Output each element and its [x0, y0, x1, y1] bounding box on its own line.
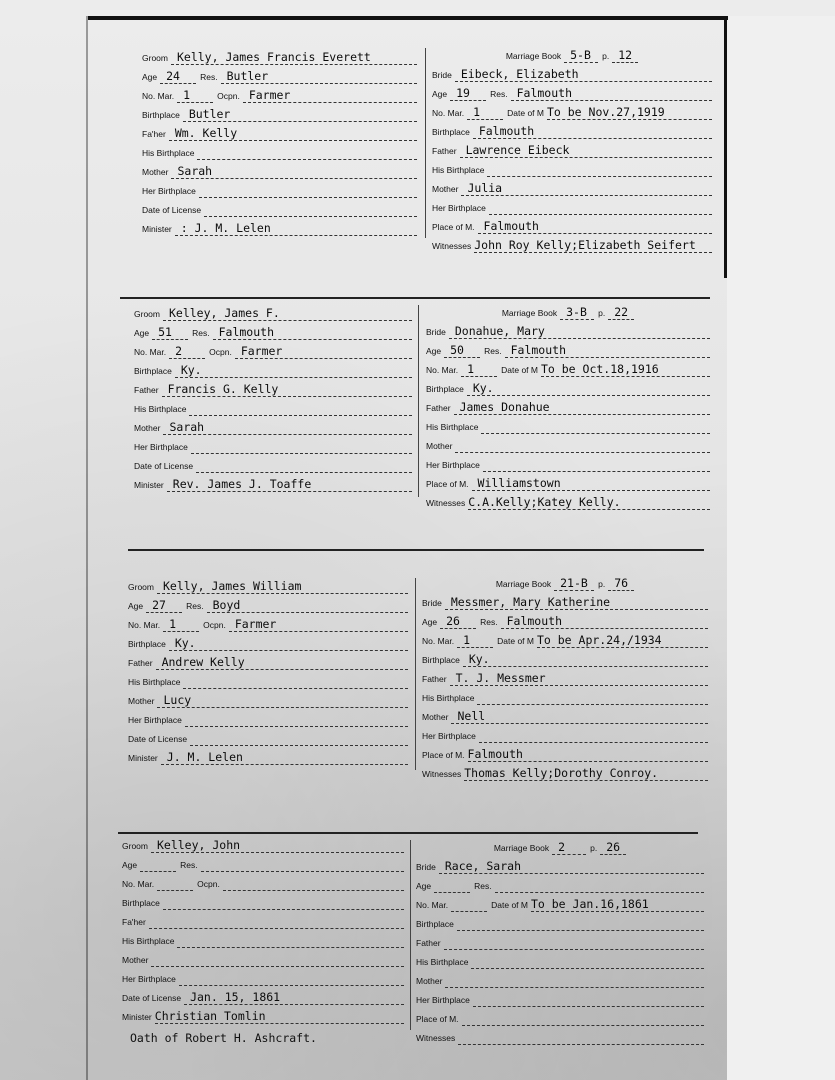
groom-column: [122, 834, 404, 1024]
groom-minister-row: Minister Christian Tomlin: [122, 1005, 404, 1024]
groom-father-row: Father Francis G. Kelly: [134, 378, 412, 397]
bride-his-birthplace-row: His Birthplace: [426, 415, 710, 434]
bride-nomar-row: No. Mar. 1 Date of M To be Apr.24,/1934: [422, 629, 708, 648]
bride-her-birthplace-row: Her Birthplace: [416, 988, 704, 1007]
bride-name-row: Bride Race, Sarah: [416, 855, 704, 874]
bride-witnesses-row: Witnesses Thomas Kelly;Dorothy Conroy.: [422, 762, 708, 781]
column-divider: [410, 840, 411, 1030]
bride-age-row: Age 50 Res. Falmouth: [426, 339, 710, 358]
groom-her-birthplace-row: Her Birthplace: [142, 179, 417, 198]
bride-column: [426, 301, 710, 510]
groom-age-row: Age 27 Res. Boyd: [128, 594, 408, 613]
bride-age-row: Age Res.: [416, 874, 704, 893]
bride-witnesses-row: Witnesses: [416, 1026, 704, 1045]
groom-her-birthplace-row: Her Birthplace: [134, 435, 412, 454]
bride-mother-row: Mother Julia: [432, 177, 712, 196]
groom-license-row: Date of License: [128, 727, 408, 746]
bride-place-row: Place of M. Falmouth: [422, 743, 708, 762]
groom-father-row: Father Andrew Kelly: [128, 651, 408, 670]
groom-column: [134, 302, 412, 492]
groom-column: [142, 46, 417, 236]
groom-his-birthplace-row: His Birthplace: [134, 397, 412, 416]
bride-mother-row: Mother: [416, 969, 704, 988]
groom-birthplace-row: Birthplace Butler: [142, 103, 417, 122]
bride-name: Donahue, Mary: [454, 324, 545, 338]
bride-witnesses-row: Witnesses C.A.Kelly;Katey Kelly.: [426, 491, 710, 510]
bride-name: Messmer, Mary Katherine: [450, 595, 611, 609]
bride-nomar-row: No. Mar. 1 Date of M To be Oct.18,1916: [426, 358, 710, 377]
groom-birthplace-row: Birthplace: [122, 891, 404, 910]
groom-his-birthplace-row: His Birthplace: [122, 929, 404, 948]
column-divider: [415, 578, 416, 770]
bride-her-birthplace-row: Her Birthplace: [432, 196, 712, 215]
groom-column: [128, 575, 408, 765]
bride-father-row: Father: [416, 931, 704, 950]
groom-mother-row: Mother Sarah: [142, 160, 417, 179]
bride-mother-row: Mother: [426, 434, 710, 453]
bride-name-row: Bride Messmer, Mary Katherine: [422, 591, 708, 610]
groom-father-row: Fa'her Wm. Kelly: [142, 122, 417, 141]
groom-her-birthplace-row: Her Birthplace: [122, 967, 404, 986]
groom-name: Kelly, James William: [162, 579, 302, 593]
groom-name-row: Groom Kelley, James F.: [134, 302, 412, 321]
column-divider: [425, 48, 426, 238]
bride-nomar-row: No. Mar. Date of M To be Jan.16,1861: [416, 893, 704, 912]
groom-his-birthplace-row: His Birthplace: [128, 670, 408, 689]
bride-birthplace-row: Birthplace Ky.: [426, 377, 710, 396]
groom-her-birthplace-row: Her Birthplace: [128, 708, 408, 727]
groom-name-row: Groom Kelley, John: [122, 834, 404, 853]
section-divider: [128, 549, 704, 551]
groom-name-row: Groom Kelly, James William: [128, 575, 408, 594]
marriage-book-row: Marriage Book 3-B p. 22: [426, 301, 710, 320]
bride-name-row: Bride Eibeck, Elizabeth: [432, 63, 712, 82]
bride-his-birthplace-row: His Birthplace: [416, 950, 704, 969]
groom-age-row: Age 24 Res. Butler: [142, 65, 417, 84]
page-margin: [727, 16, 835, 1080]
bride-name-row: Bride Donahue, Mary: [426, 320, 710, 339]
groom-name: Kelley, James F.: [168, 306, 280, 320]
bride-father-row: Father T. J. Messmer: [422, 667, 708, 686]
marriage-book-row: Marriage Book 2 p. 26: [416, 836, 704, 855]
groom-nomar-row: No. Mar. 2 Ocpn. Farmer: [134, 340, 412, 359]
bride-name: Race, Sarah: [444, 859, 522, 873]
groom-nomar-row: No. Mar. Ocpn.: [122, 872, 404, 891]
right-border: [724, 16, 727, 278]
marriage-book-row: Marriage Book 5-B p. 12: [432, 44, 712, 63]
bride-place-row: Place of M. Williamstown: [426, 472, 710, 491]
groom-father-row: Fa'her: [122, 910, 404, 929]
bride-column: [432, 44, 712, 253]
bride-place-row: Place of M.: [416, 1007, 704, 1026]
oath-note: Oath of Robert H. Ashcraft.: [130, 1031, 317, 1045]
bride-column: [416, 836, 704, 1045]
bride-her-birthplace-row: Her Birthplace: [422, 724, 708, 743]
groom-minister-row: Minister : J. M. Lelen: [142, 217, 417, 236]
groom-his-birthplace-row: His Birthplace: [142, 141, 417, 160]
section-divider: [120, 297, 710, 299]
groom-age-row: Age Res.: [122, 853, 404, 872]
bride-place-row: Place of M. Falmouth: [432, 215, 712, 234]
bride-father-row: Father James Donahue: [426, 396, 710, 415]
bride-name: Eibeck, Elizabeth: [460, 67, 579, 81]
groom-license-row: Date of License: [142, 198, 417, 217]
groom-mother-row: Mother Sarah: [134, 416, 412, 435]
bride-mother-row: Mother Nell: [422, 705, 708, 724]
marriage-book-row: Marriage Book 21-B p. 76: [422, 572, 708, 591]
bride-age-row: Age 26 Res. Falmouth: [422, 610, 708, 629]
bride-his-birthplace-row: His Birthplace: [432, 158, 712, 177]
groom-mother-row: Mother: [122, 948, 404, 967]
bride-father-row: Father Lawrence Eibeck: [432, 139, 712, 158]
groom-minister-row: Minister J. M. Lelen: [128, 746, 408, 765]
bride-birthplace-row: Birthplace Ky.: [422, 648, 708, 667]
groom-name: Kelley, John: [156, 838, 241, 852]
bride-birthplace-row: Birthplace: [416, 912, 704, 931]
groom-nomar-row: No. Mar. 1 Ocpn. Farmer: [128, 613, 408, 632]
bride-her-birthplace-row: Her Birthplace: [426, 453, 710, 472]
bride-witnesses-row: Witnesses John Roy Kelly;Elizabeth Seifert: [432, 234, 712, 253]
bride-column: [422, 572, 708, 781]
groom-nomar-row: No. Mar. 1 Ocpn. Farmer: [142, 84, 417, 103]
left-edge: [86, 16, 88, 1080]
bride-his-birthplace-row: His Birthplace: [422, 686, 708, 705]
groom-license-row: Date of License Jan. 15, 1861: [122, 986, 404, 1005]
groom-birthplace-row: Birthplace Ky.: [128, 632, 408, 651]
groom-license-row: Date of License: [134, 454, 412, 473]
groom-name-row: Groom Kelly, James Francis Everett: [142, 46, 417, 65]
groom-birthplace-row: Birthplace Ky.: [134, 359, 412, 378]
groom-minister-row: Minister Rev. James J. Toaffe: [134, 473, 412, 492]
groom-mother-row: Mother Lucy: [128, 689, 408, 708]
bride-age-row: Age 19 Res. Falmouth: [432, 82, 712, 101]
top-border: [88, 16, 728, 20]
groom-age-row: Age 51 Res. Falmouth: [134, 321, 412, 340]
column-divider: [418, 305, 419, 497]
groom-name: Kelly, James Francis Everett: [176, 50, 371, 64]
bride-nomar-row: No. Mar. 1 Date of M To be Nov.27,1919: [432, 101, 712, 120]
bride-birthplace-row: Birthplace Falmouth: [432, 120, 712, 139]
